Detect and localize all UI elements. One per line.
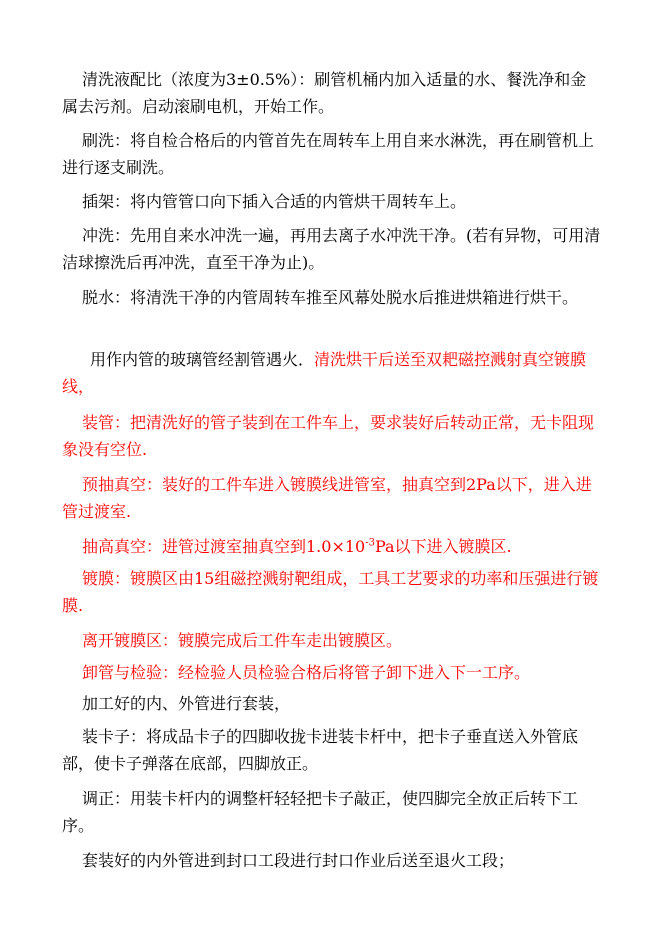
high-vacuum-text-a: 抽高真空：进管过渡室抽真空到1.0×10 — [82, 537, 366, 556]
paragraph-unloading-inspection: 卸管与检验：经检验人员检验合格后将管子卸下进入下一工序。 — [82, 663, 531, 682]
paragraph-coating: 镀膜：镀膜区由15组磁控溅射靶组成，工具工艺要求的功率和压强进行镀膜. — [62, 569, 599, 615]
paragraph-racking: 插架：将内管管口向下插入合适的内管烘干周转车上。 — [82, 192, 467, 211]
paragraph-assembly: 加工好的内、外管进行套装， — [82, 694, 291, 713]
paragraph-dewatering: 脱水：将清洗干净的内管周转车推至风幕处脱水后推进烘箱进行烘干。 — [82, 288, 579, 307]
paragraph-loading: 装管：把清洗好的管子装到在工件车上，要求装好后转动正常，无卡阻现象没有空位. — [62, 413, 595, 459]
paragraph-pre-vacuum: 预抽真空：装好的工件车进入镀膜线进管室，抽真空到2Pa以下，进入进管过渡室. — [62, 475, 592, 521]
paragraph-cleaning-solution: 清洗液配比（浓度为3±0.5%）：刷管机桶内加入适量的水、餐洗净和金属去污剂。启动滚刷电机，开始工作。 — [62, 70, 587, 116]
high-vacuum-text-b: Pa以下进入镀膜区. — [374, 537, 512, 556]
paragraph-leaving-coating-zone: 离开镀膜区：镀膜完成后工件车走出镀膜区。 — [82, 631, 403, 650]
paragraph-sealing: 套装好的内外管进到封口工段进行封口作业后送至退火工段； — [82, 851, 515, 870]
paragraph-rinsing: 冲洗：先用自来水冲洗一遍，再用去离子水冲洗干净。(若有异物，可用清洁球擦洗后再冲洗，直至干净为止)。 — [62, 226, 601, 272]
paragraph-clip-installation: 装卡子：将成品卡子的四脚收拢卡进装卡杆中，把卡子垂直送入外管底部，使卡子弹落在底部，四脚放正。 — [62, 727, 579, 773]
glass-tube-text: 用作内管的玻璃管经割管遇火． — [90, 350, 315, 369]
paragraph-brushing: 刷洗：将自检合格后的内管首先在周转车上用自来水淋洗，再在刷管机上进行逐支刷洗。 — [62, 131, 595, 177]
paragraph-high-vacuum — [62, 533, 602, 560]
paragraph-glass-tube-transfer — [62, 346, 602, 400]
paragraph-adjustment: 调正：用装卡杆内的调整杆轻轻把卡子敲正，使四脚完全放正后转下工序。 — [62, 789, 579, 835]
high-vacuum-exponent: -3 — [365, 537, 375, 549]
coating-line-text: 清洗烘干后送至双耙磁控溅射真空镀膜线， — [62, 350, 587, 396]
